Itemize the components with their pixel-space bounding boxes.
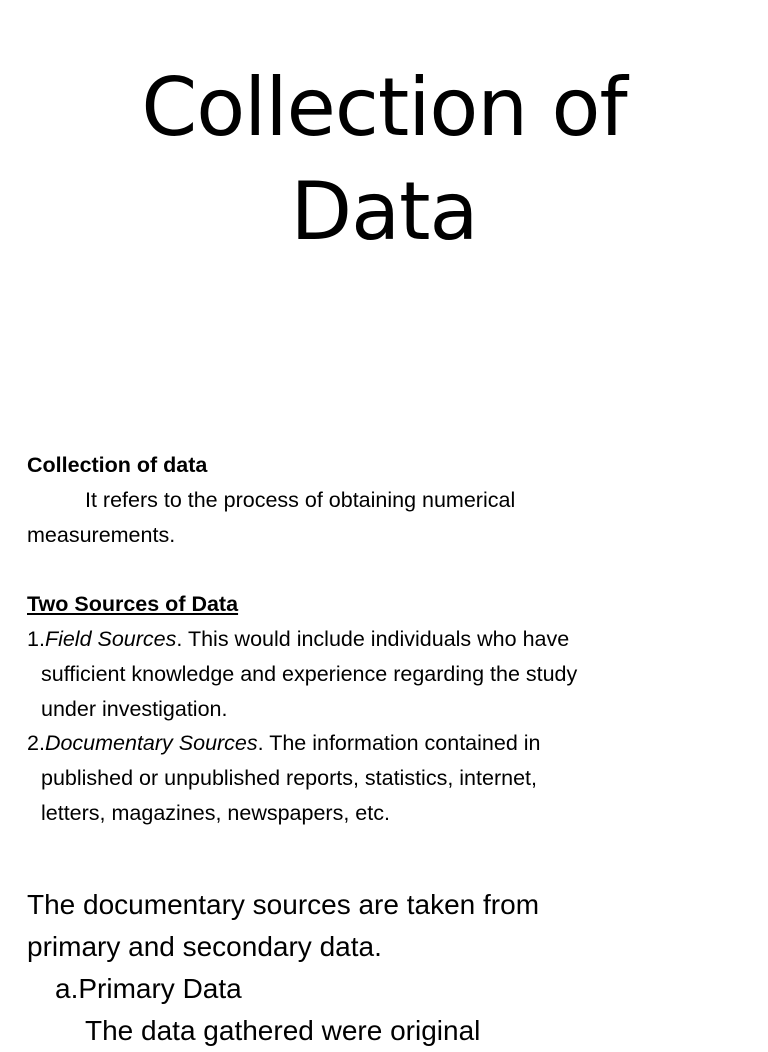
bottom-text-line-1: The documentary sources are taken from (27, 889, 540, 920)
sources-heading: Two Sources of Data (27, 592, 239, 617)
definition-heading: Collection of data (27, 453, 208, 477)
list-text-line-1: . This would include individuals who have (176, 626, 570, 651)
page-title (0, 56, 768, 264)
list-term: Documentary Sources (44, 731, 258, 756)
list-term: Field Sources (44, 626, 177, 651)
primary-data-item: a.Primary Data (55, 973, 242, 1004)
bottom-section (27, 884, 747, 1052)
list-text-line-2: sufficient knowledge and experience regarding the study (41, 661, 578, 686)
spacer (27, 552, 747, 587)
list-text-line-3: under investigation. (41, 696, 228, 721)
list-item-documentary-sources (27, 726, 747, 830)
page-title-line-1: Collection of (141, 61, 627, 154)
list-text-line-1: . The information contained in (257, 731, 541, 756)
list-item-field-sources (27, 622, 747, 726)
list-number: 2. (27, 731, 45, 756)
list-number: 1. (27, 626, 45, 651)
page-title-line-2: Data (290, 165, 478, 258)
list-text-line-3: letters, magazines, newspapers, etc. (41, 800, 390, 825)
definition-text-line-1: It refers to the process of obtaining numerical (85, 487, 516, 512)
content-body (27, 448, 747, 831)
bottom-text-line-2: primary and secondary data. (27, 931, 382, 962)
primary-data-description: The data gathered were original (85, 1015, 481, 1046)
list-text-line-2: published or unpublished reports, statistics, internet, (41, 766, 537, 791)
definition-text-line-2: measurements. (27, 522, 176, 547)
